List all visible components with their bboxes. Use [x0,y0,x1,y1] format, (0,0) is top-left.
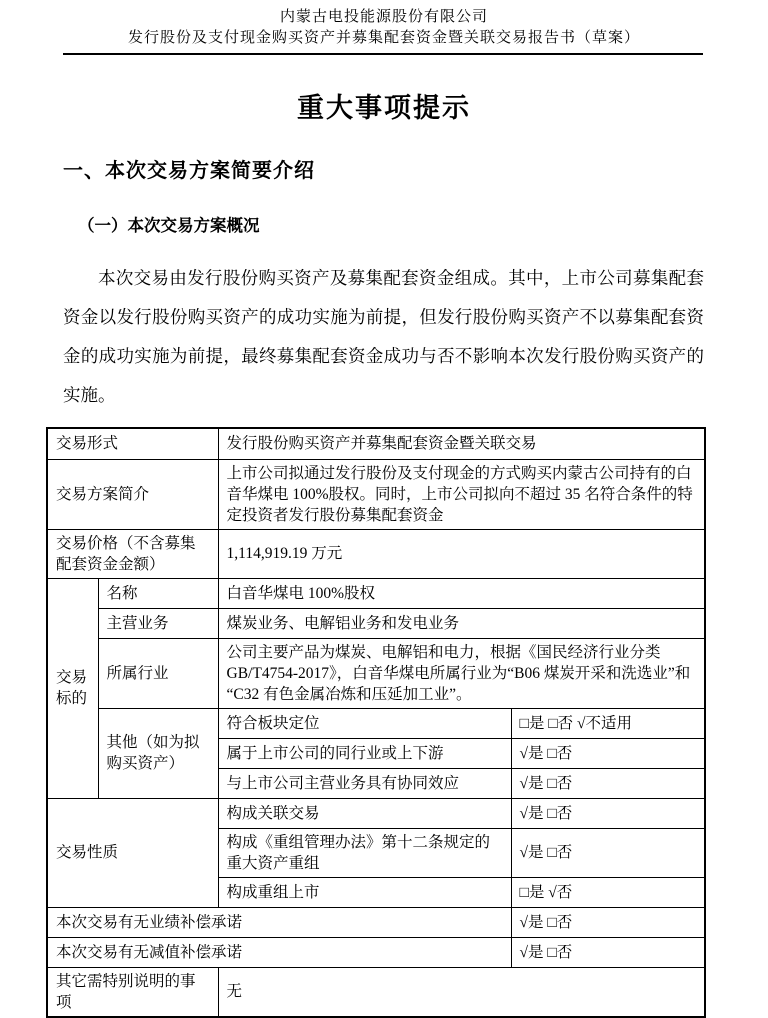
checkbox-value: √是 □否 [511,907,705,937]
checkbox-value: √是 □否 [511,738,705,768]
table-row [47,708,705,738]
row-label: 符合板块定位 [218,708,511,738]
header-divider [63,53,703,55]
table-row [47,638,705,708]
row-label: 所属行业 [98,638,218,708]
row-value: 白音华煤电 100%股权 [218,578,705,608]
intro-paragraph: 本次交易由发行股份购买资产及募集配套资金组成。其中，上市公司募集配套资金以发行股份购买资产的成功实施为前提，但发行股份购买资产不以募集配套资金的成功实施为前提，最终募集配套资金成功与否不影响本次发行股份购买资产的实施。 [63,268,704,405]
row-label: 交易方案简介 [47,459,218,529]
section-heading: 一、本次交易方案简要介绍 [63,160,315,182]
company-name: 内蒙古电投能源股份有限公司 [279,9,488,25]
row-label: 与上市公司主营业务具有协同效应 [218,768,511,798]
table-row [47,798,705,828]
checkbox-value: √是 □否 [511,828,705,877]
row-value: 1,114,919.19 万元 [218,529,705,578]
subsection-heading: （一）本次交易方案概况 [78,217,260,235]
table-row [47,907,705,937]
row-label: 其它需特别说明的事项 [47,967,218,1017]
table-row [47,428,705,459]
group-label-other: 其他（如为拟购买资产） [98,708,218,798]
row-label: 本次交易有无业绩补偿承诺 [47,907,511,937]
page-header [0,0,768,49]
table-row [47,529,705,578]
group-label-target: 交易标的 [47,578,98,798]
row-value: 发行股份购买资产并募集配套资金暨关联交易 [218,428,705,459]
table-row [47,578,705,608]
row-label: 交易价格（不含募集配套资金金额） [47,529,218,578]
table-row [47,459,705,529]
checkbox-value: □是 □否 √不适用 [511,708,705,738]
report-name: 发行股份及支付现金购买资产并募集配套资金暨关联交易报告书（草案） [127,30,640,46]
row-value: 无 [218,967,705,1017]
table-row [47,937,705,967]
row-value: 上市公司拟通过发行股份及支付现金的方式购买内蒙古公司持有的白音华煤电 100%股权。同时，上市公司拟向不超过 35 名符合条件的特定投资者发行股份募集配套资金 [218,459,705,529]
table-row [47,608,705,638]
row-label: 交易形式 [47,428,218,459]
row-label: 构成《重组管理办法》第十二条规定的重大资产重组 [218,828,511,877]
row-label: 属于上市公司的同行业或上下游 [218,738,511,768]
checkbox-value: □是 √否 [511,877,705,907]
transaction-summary-table [46,427,706,1018]
row-label: 构成重组上市 [218,877,511,907]
table-row [47,967,705,1017]
row-label: 本次交易有无减值补偿承诺 [47,937,511,967]
group-label-nature: 交易性质 [47,798,218,907]
row-value: 煤炭业务、电解铝业务和发电业务 [218,608,705,638]
checkbox-value: √是 □否 [511,798,705,828]
row-value: 公司主要产品为煤炭、电解铝和电力，根据《国民经济行业分类GB/T4754-2017》，白音华煤电所属行业为“B06 煤炭开采和洗选业”和“C32 有色金属冶炼和压延加工业”。 [218,638,705,708]
checkbox-value: √是 □否 [511,937,705,967]
checkbox-value: √是 □否 [511,768,705,798]
row-label: 名称 [98,578,218,608]
row-label: 主营业务 [98,608,218,638]
page-title: 重大事项提示 [297,93,471,123]
row-label: 构成关联交易 [218,798,511,828]
